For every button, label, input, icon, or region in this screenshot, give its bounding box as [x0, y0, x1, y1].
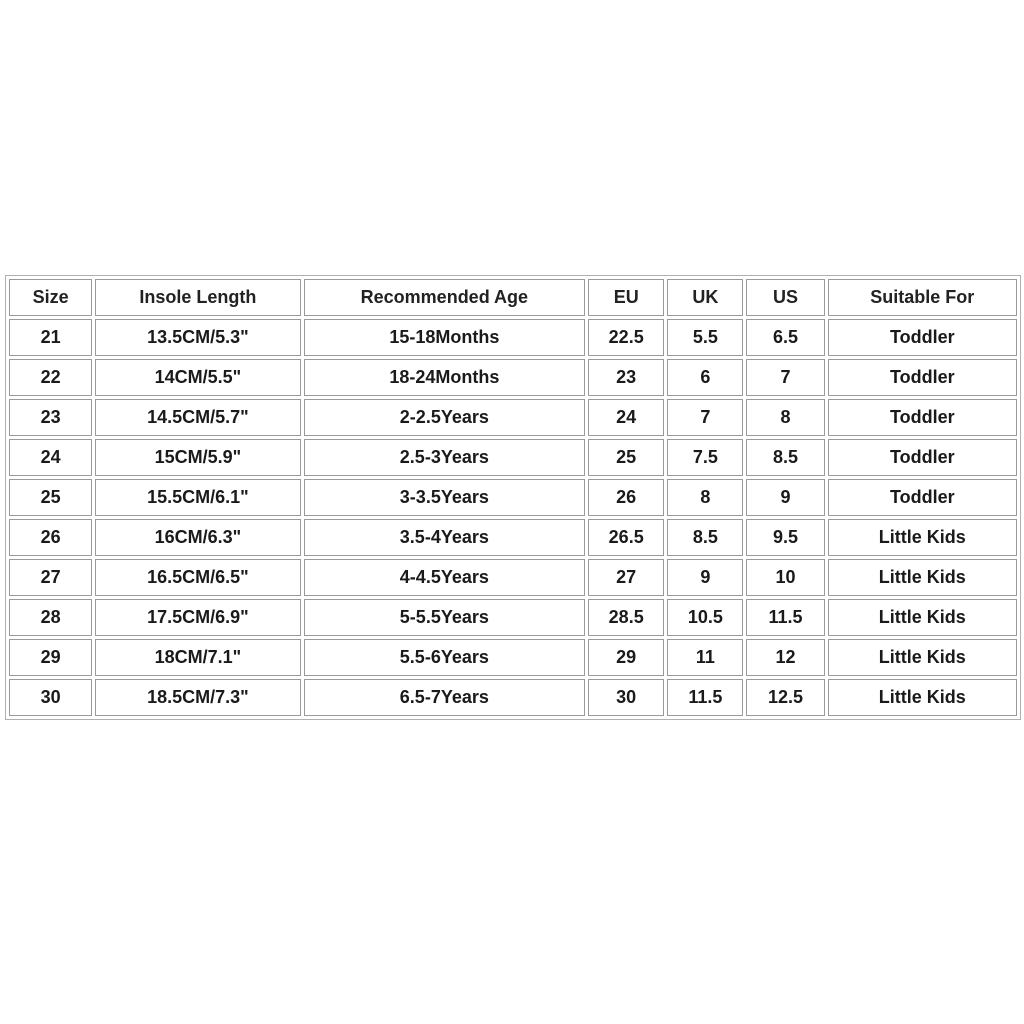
- cell-insole-length: 13.5CM/5.3": [95, 319, 300, 356]
- table-row: [9, 559, 1017, 596]
- cell-size: 24: [9, 439, 92, 476]
- header-us: US: [746, 279, 824, 316]
- cell-eu: 22.5: [588, 319, 664, 356]
- cell-uk: 8.5: [667, 519, 743, 556]
- header-uk: UK: [667, 279, 743, 316]
- cell-eu: 23: [588, 359, 664, 396]
- cell-uk: 11.5: [667, 679, 743, 716]
- header-suitable-for: Suitable For: [828, 279, 1017, 316]
- cell-us: 9.5: [746, 519, 824, 556]
- cell-eu: 24: [588, 399, 664, 436]
- cell-us: 6.5: [746, 319, 824, 356]
- table-row: [9, 639, 1017, 676]
- header-recommended-age: Recommended Age: [304, 279, 586, 316]
- cell-suitable-for: Toddler: [828, 399, 1017, 436]
- cell-uk: 9: [667, 559, 743, 596]
- cell-uk: 7: [667, 399, 743, 436]
- cell-insole-length: 18CM/7.1": [95, 639, 300, 676]
- cell-suitable-for: Little Kids: [828, 519, 1017, 556]
- cell-uk: 5.5: [667, 319, 743, 356]
- table-row: [9, 679, 1017, 716]
- header-row: [9, 279, 1017, 316]
- cell-recommended-age: 3.5-4Years: [304, 519, 586, 556]
- cell-suitable-for: Little Kids: [828, 599, 1017, 636]
- cell-us: 12.5: [746, 679, 824, 716]
- cell-us: 10: [746, 559, 824, 596]
- cell-size: 28: [9, 599, 92, 636]
- cell-uk: 8: [667, 479, 743, 516]
- cell-recommended-age: 2.5-3Years: [304, 439, 586, 476]
- table-header: [9, 279, 1017, 316]
- cell-size: 27: [9, 559, 92, 596]
- table-row: [9, 519, 1017, 556]
- cell-size: 23: [9, 399, 92, 436]
- cell-insole-length: 15.5CM/6.1": [95, 479, 300, 516]
- cell-insole-length: 17.5CM/6.9": [95, 599, 300, 636]
- cell-us: 11.5: [746, 599, 824, 636]
- cell-us: 8.5: [746, 439, 824, 476]
- table-row: [9, 599, 1017, 636]
- cell-recommended-age: 4-4.5Years: [304, 559, 586, 596]
- cell-size: 29: [9, 639, 92, 676]
- cell-recommended-age: 5.5-6Years: [304, 639, 586, 676]
- header-size: Size: [9, 279, 92, 316]
- size-chart-table: [5, 275, 1021, 720]
- cell-recommended-age: 6.5-7Years: [304, 679, 586, 716]
- cell-insole-length: 16.5CM/6.5": [95, 559, 300, 596]
- cell-insole-length: 15CM/5.9": [95, 439, 300, 476]
- cell-eu: 27: [588, 559, 664, 596]
- table-row: [9, 439, 1017, 476]
- cell-eu: 26.5: [588, 519, 664, 556]
- cell-suitable-for: Little Kids: [828, 639, 1017, 676]
- table-row: [9, 319, 1017, 356]
- cell-us: 7: [746, 359, 824, 396]
- cell-uk: 10.5: [667, 599, 743, 636]
- cell-eu: 26: [588, 479, 664, 516]
- cell-recommended-age: 15-18Months: [304, 319, 586, 356]
- header-insole-length: Insole Length: [95, 279, 300, 316]
- cell-recommended-age: 3-3.5Years: [304, 479, 586, 516]
- table-row: [9, 479, 1017, 516]
- cell-suitable-for: Toddler: [828, 359, 1017, 396]
- cell-eu: 28.5: [588, 599, 664, 636]
- cell-suitable-for: Toddler: [828, 319, 1017, 356]
- cell-recommended-age: 2-2.5Years: [304, 399, 586, 436]
- cell-insole-length: 14.5CM/5.7": [95, 399, 300, 436]
- cell-size: 21: [9, 319, 92, 356]
- cell-uk: 6: [667, 359, 743, 396]
- cell-insole-length: 14CM/5.5": [95, 359, 300, 396]
- cell-us: 12: [746, 639, 824, 676]
- table-row: [9, 359, 1017, 396]
- cell-size: 25: [9, 479, 92, 516]
- cell-us: 9: [746, 479, 824, 516]
- cell-suitable-for: Little Kids: [828, 679, 1017, 716]
- cell-size: 26: [9, 519, 92, 556]
- cell-eu: 30: [588, 679, 664, 716]
- table-row: [9, 399, 1017, 436]
- cell-us: 8: [746, 399, 824, 436]
- cell-suitable-for: Toddler: [828, 439, 1017, 476]
- cell-eu: 29: [588, 639, 664, 676]
- cell-insole-length: 16CM/6.3": [95, 519, 300, 556]
- table-body: [9, 319, 1017, 716]
- cell-suitable-for: Little Kids: [828, 559, 1017, 596]
- cell-recommended-age: 18-24Months: [304, 359, 586, 396]
- cell-size: 22: [9, 359, 92, 396]
- cell-suitable-for: Toddler: [828, 479, 1017, 516]
- header-eu: EU: [588, 279, 664, 316]
- cell-uk: 11: [667, 639, 743, 676]
- cell-recommended-age: 5-5.5Years: [304, 599, 586, 636]
- cell-size: 30: [9, 679, 92, 716]
- cell-insole-length: 18.5CM/7.3": [95, 679, 300, 716]
- cell-uk: 7.5: [667, 439, 743, 476]
- cell-eu: 25: [588, 439, 664, 476]
